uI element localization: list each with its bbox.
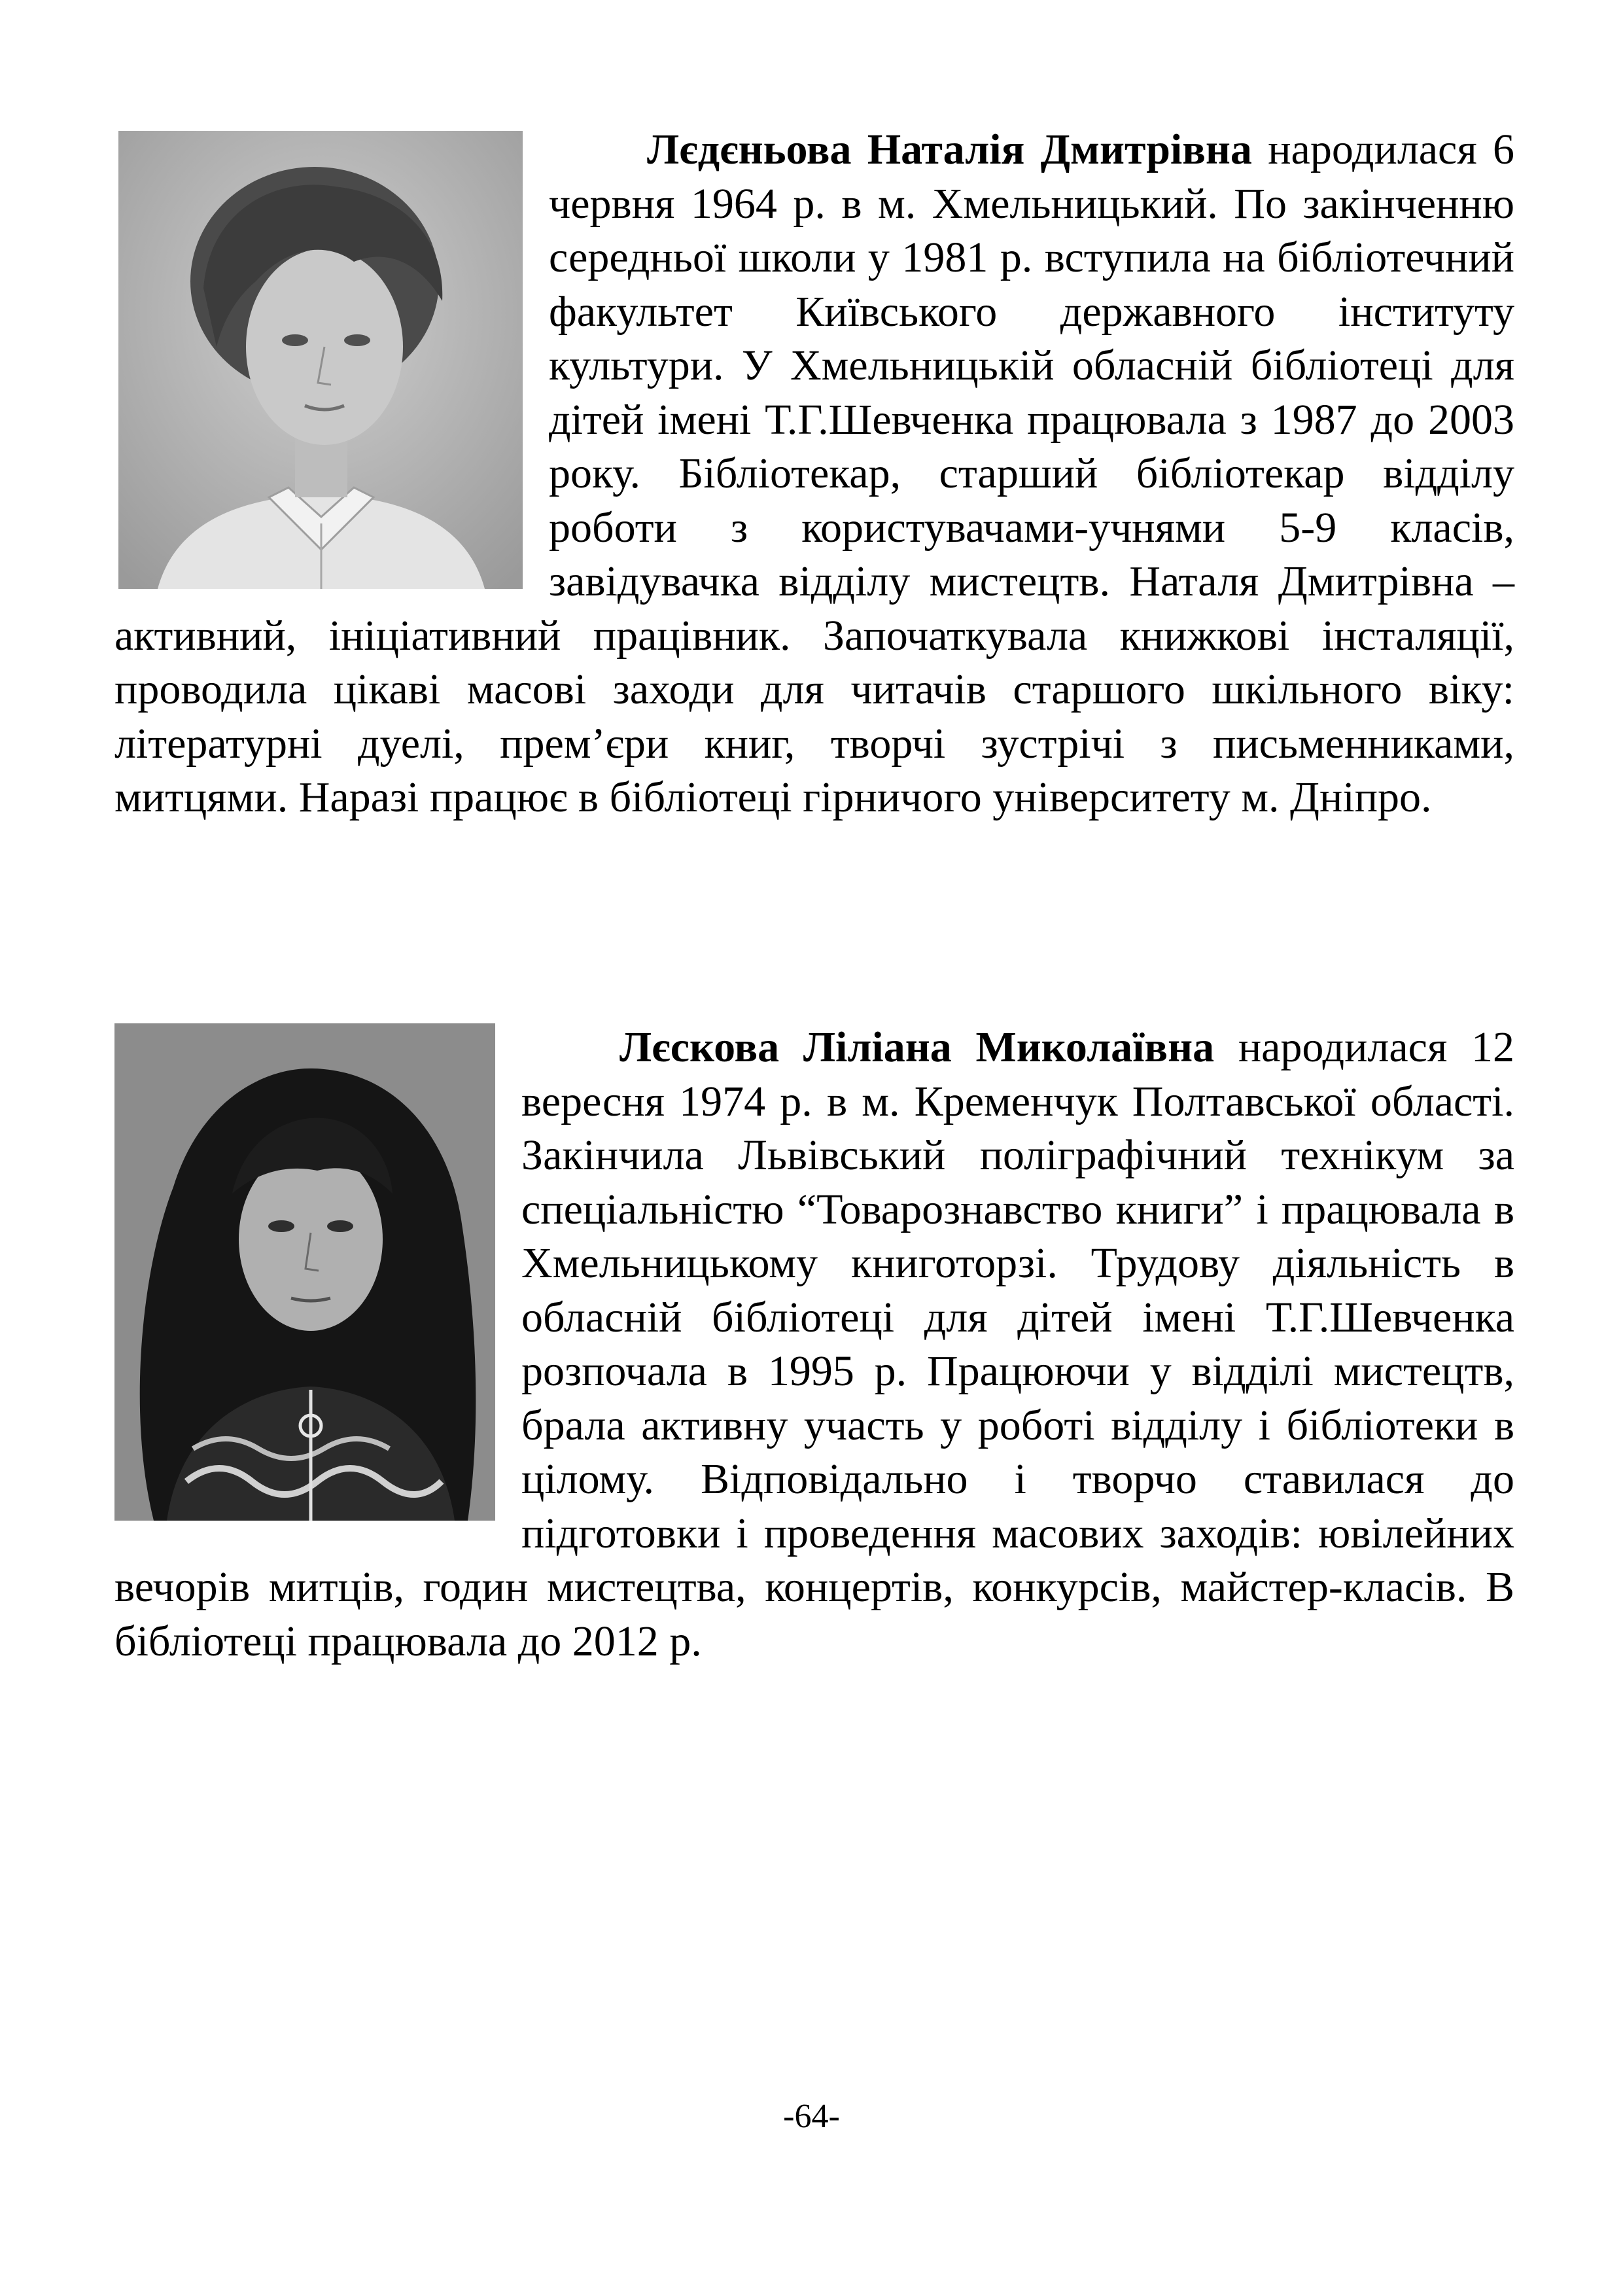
biography-entry-1 [114,123,1514,825]
entry-1-name: Лєдєньова Наталія Дмитрівна [647,126,1252,173]
entry-2-name: Лєскова Ліліана Миколаївна [620,1023,1215,1071]
entry-1-text: народилася 6 червня 1964 р. в м. Хмельницький. По закінченню середньої школи у 1981 р. вступила на бібліотечний факультет Київського державного інституту культури. У Хмельницькій обласній бібліотеці для дітей імені Т.Г.Шевченка працювала з 1987 до 2003 року. Бібліотекар, старший бібліотекар відділу роботи з користувачами-учнями 5-9 класів, завідувачка відділу мистецтв. Наталя Дмитрівна – активний, ініціативний працівник. Започаткувала книжкові інсталяції, проводила цікаві масові заходи для читачів старшого шкільного віку: літературні дуелі, прем’єри книг, творчі зустрічі з письменниками, митцями. Наразі працює в бібліотеці гірничого університету м. Дніпро. [114,126,1514,821]
portrait-photo-2-image [114,1023,495,1521]
portrait-photo-1 [118,131,523,589]
entry-2-text: народилася 12 вересня 1974 р. в м. Кременчук Полтавської області. Закінчила Львівський поліграфічний технікум за спеціальністю “Товарознавство книги” і працювала в Хмельницькому книготорзі. Трудову діяльність в обласній бібліотеці для дітей імені Т.Г.Шевченка розпочала в 1995 р. Працюючи у відділі мистецтв, брала активну участь у роботі відділу і бібліотеки в цілому. Відповідально і творчо ставилася до підготовки і проведення масових заходів: ювілейних вечорів митців, годин мистецтва, концертів, конкурсів, майстер-класів. В бібліотеці працювала до 2012 р. [114,1023,1515,1665]
biography-entry-2 [114,1021,1514,1669]
portrait-photo-1-image [118,131,523,589]
portrait-photo-2 [114,1023,495,1521]
page-number: -64- [783,2098,840,2135]
